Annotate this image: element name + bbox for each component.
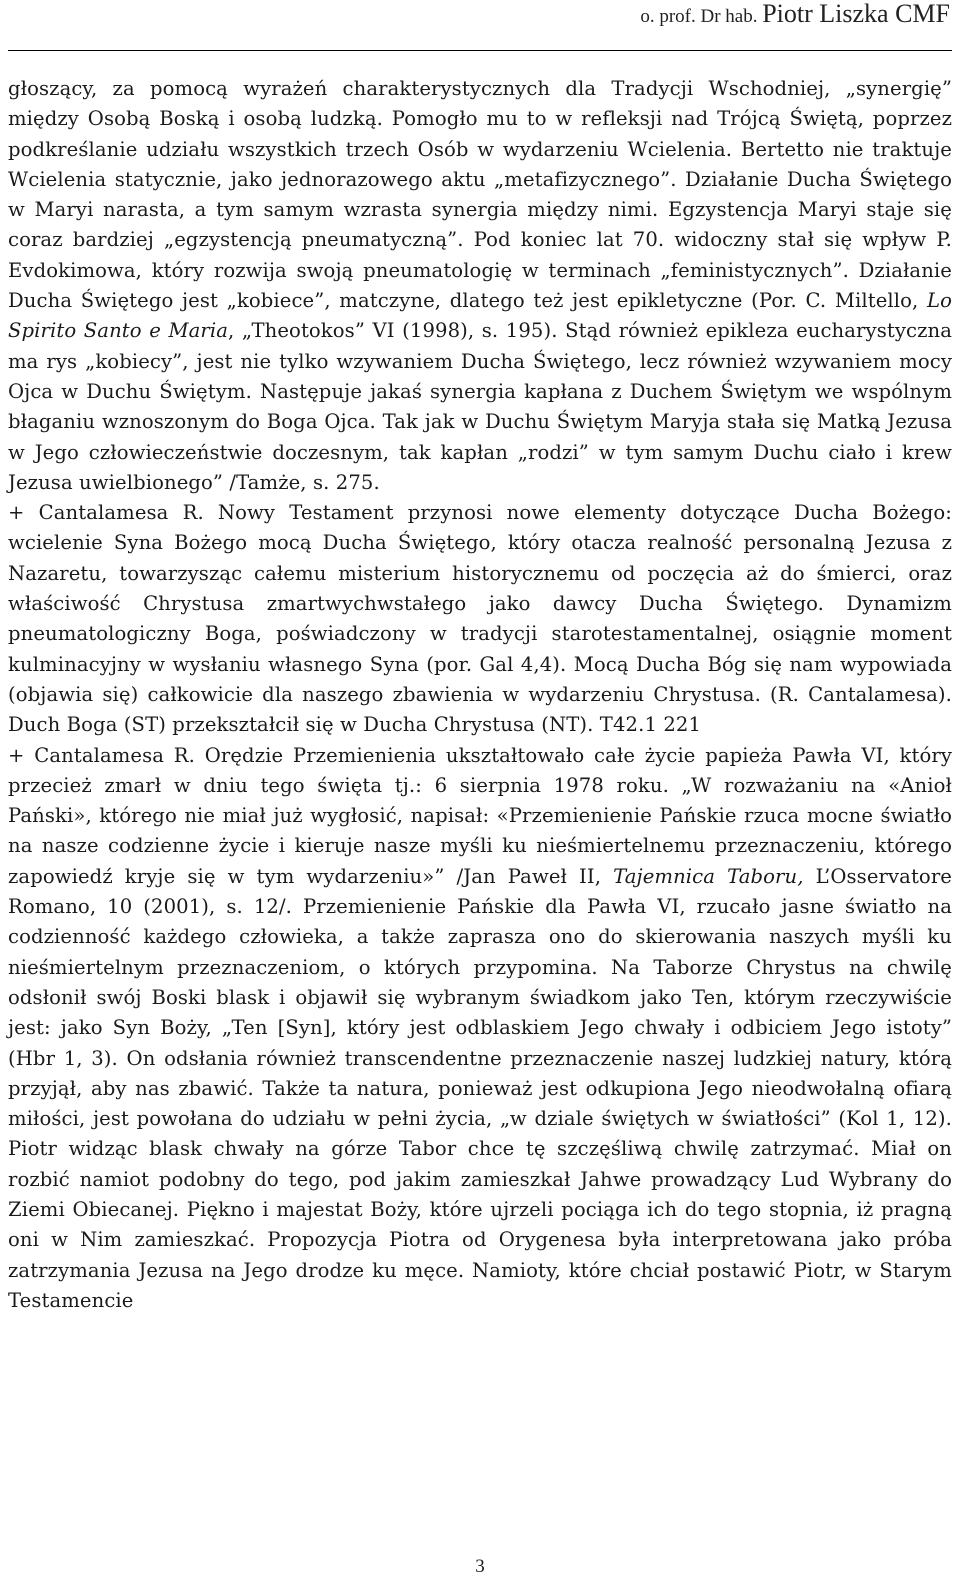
paragraph-text: + Cantalamesa R. Orędzie Przemienienia ukształtowało całe życie papieża Pawła VI, który przecież zmarł w dniu tego święta tj.: 6 sierpnia 1978 roku. „W rozważaniu na «Anioł Pański», którego nie miał już wygłosić, napisał: «Przemienienie Pańskie rzuca mocne światło na nasze codzienne życie i kieruje nasze myśli ku nieśmiertelnemu przeznaczeniu, którego zapowiedź kryje się w tym wydarzeniu»” /Jan Paweł II,: [8, 743, 952, 888]
paragraph-bertetto: [8, 74, 952, 498]
page-body: [8, 74, 952, 1316]
paragraph-text: , „Theotokos” VI (1998), s. 195). Stąd również epikleza eucharystyczna ma rys „kobiecy”, jest nie tylko wzywaniem Ducha Świętego, lecz również wzywaniem mocy Ojca w Duchu Świętym. Następuje jakaś synergia kapłana z Duchem Świętym we wspólnym błaganiu wznoszonym do Boga Ojca. Tak jak w Duchu Świętym Maryja stała się Matką Jezusa w Jego człowieczeństwie doczesnym, tak kapłan „rodzi” w tym samym Duchu ciało i krew Jezusa uwielbionego” /Tamże, s. 275.: [8, 319, 952, 494]
italic-title: Tajemnica Taboru,: [613, 864, 804, 888]
paragraph-cantalamesa-transfiguration: [8, 741, 952, 1317]
header-title-prefix: o. prof. Dr hab.: [640, 6, 763, 27]
header-author-name: Piotr Liszka CMF: [762, 0, 950, 28]
italic-title: Lo Spirito Santo e Maria: [8, 289, 952, 343]
paragraph-text: + Cantalamesa R. Nowy Testament przynosi nowe elementy dotyczące Ducha Bożego: wcielenie Syna Bożego mocą Ducha Świętego, który otacza realność personalną Jezusa z Nazaretu, towarzysząc całemu misterium historycznemu od poczęcia aż do śmierci, oraz właściwość Chrystusa zmartwychwstałego jako dawcy Ducha Świętego. Dynamizm pneumatologiczny Boga, poświadczony w tradycji starotestamentalnej, osiągnie moment kulminacyjny w wysłaniu własnego Syna (por. Gal 4,4). Mocą Ducha Bóg się nam wypowiada (objawia się) całkowicie dla naszego zbawienia w wydarzeniu Chrystusa. (R. Cantalamesa). Duch Boga (ST) przekształcił się w Ducha Chrystusa (NT). T42.1 221: [8, 501, 952, 737]
paragraph-cantalamesa-nt: [8, 498, 952, 740]
header-rule: [8, 50, 952, 51]
paragraph-text: L’Osservatore Romano, 10 (2001), s. 12/. Przemienienie Pańskie dla Pawła VI, rzucało jasne światło na codzienność każdego człowieka, a także zaprasza ono do skierowania naszych myśli ku nieśmiertelnym przeznaczeniom, o których przypomina. Na Taborze Chrystus na chwilę odsłonił swój Boski blask i objawił się wybranym świadkom jako Ten, którym rzeczywiście jest: jako Syn Boży, „Ten [Syn], który jest odblaskiem Jego chwały i odbiciem Jego istoty” (Hbr 1, 3). On odsłania również transcendentne przeznaczenie naszej ludzkiej natury, którą przyjął, aby nas zbawić. Także ta natura, ponieważ jest odkupiona Jego nieodwołalną ofiarą miłości, jest powołana do udziału w pełni życia, „w dziale świętych w światłości” (Kol 1, 12). Piotr widząc blask chwały na górze Tabor chce tę szczęśliwą chwilę zatrzymać. Miał on rozbić namiot podobny do tego, pod jakim zamieszkał Jahwe prowadzący Lud Wybrany do Ziemi Obiecanej. Piękno i majestat Boży, które ujrzeli pociąga ich do tego stopnia, iż pragną oni w Nim zamieszkać. Propozycja Piotra od Orygenesa była interpretowana jako próba zatrzymania Jezusa na Jego drodze ku męce. Namioty, które chciał postawić Piotr, w Starym Testamencie: [8, 864, 952, 1312]
running-header: [640, 0, 950, 40]
page-number: 3: [475, 1556, 485, 1577]
paragraph-text: głoszący, za pomocą wyrażeń charakterystycznych dla Tradycji Wschodniej, „synergię” między Osobą Boską i osobą ludzką. Pomogło mu to w refleksji nad Trójcą Świętą, poprzez podkreślanie udziału wszystkich trzech Osób w wydarzeniu Wcielenia. Bertetto nie traktuje Wcielenia statycznie, jako jednorazowego aktu „metafizycznego”. Działanie Ducha Świętego w Maryi narasta, a tym samym wzrasta synergia między nimi. Egzystencja Maryi staje się coraz bardziej „egzystencją pneumatyczną”. Pod koniec lat 70. widoczny stał się wpływ P. Evdokimowa, który rozwija swoją pneumatologię w terminach „feministycznych”. Działanie Ducha Świętego jest „kobiece”, matczyne, dlatego też jest epikletyczne (Por. C. Miltello,: [8, 77, 952, 313]
